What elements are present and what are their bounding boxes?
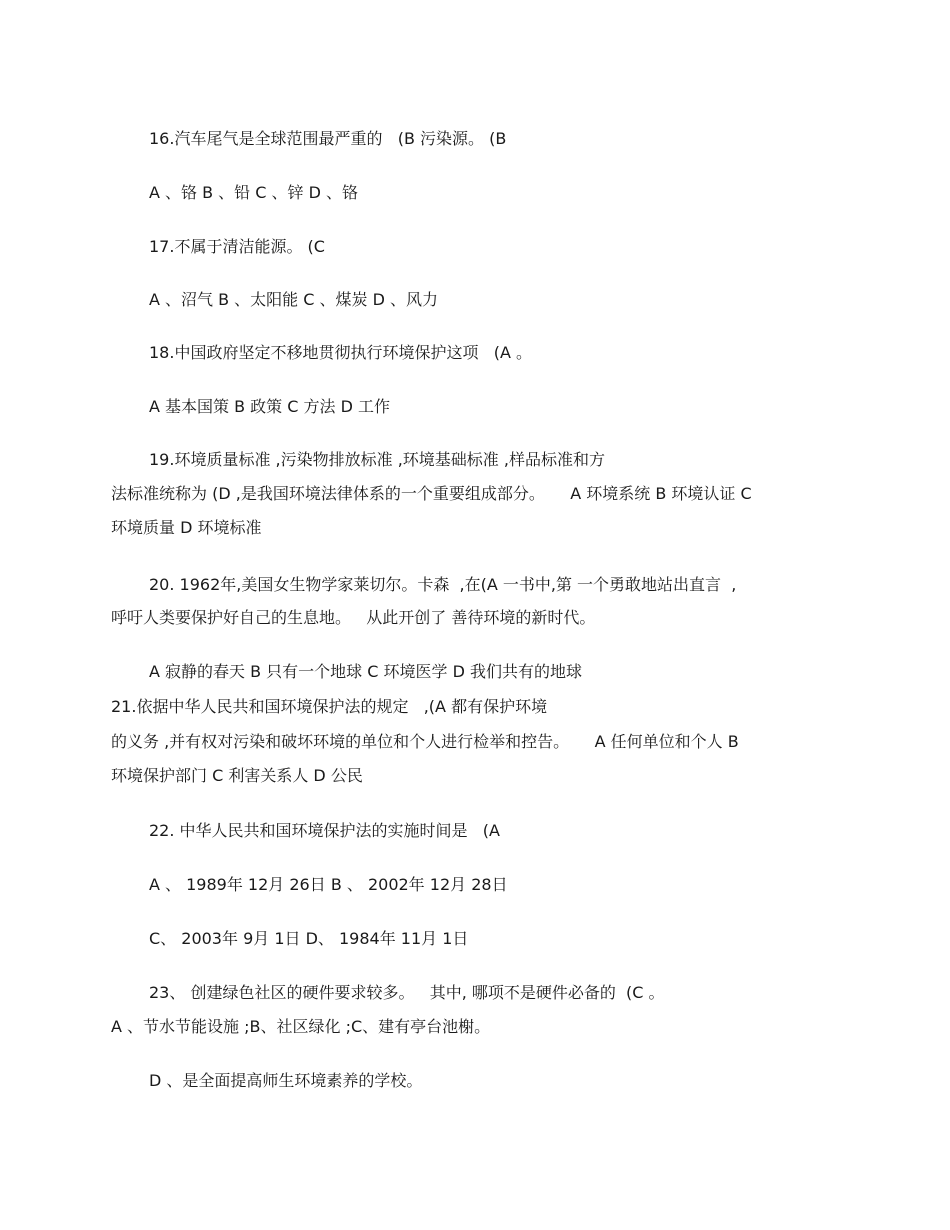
q22-options-line2: C、 2003年 9月 1日 D、 1984年 11月 1日 [149,929,469,948]
q20-question-line2: 呼吁人类要保护好自己的生息地。 从此开创了 善待环境的新时代。 [111,608,596,627]
q22-question: 22. 中华人民共和国环境保护法的实施时间是 (A [149,821,500,840]
q19-question-line3: 环境质量 D 环境标准 [111,518,262,537]
q18-options: A 基本国策 B 政策 C 方法 D 工作 [149,397,391,416]
q18-question: 18.中国政府坚定不移地贯彻执行环境保护这项 (A 。 [149,343,532,362]
q23-options-line2: D 、是全面提高师生环境素养的学校。 [149,1071,423,1090]
q19-question-line2: 法标准统称为 (D ,是我国环境法律体系的一个重要组成部分。 A 环境系统 B 环境认证 C [111,484,752,503]
q16-options: A 、铬 B 、铅 C 、锌 D 、铬 [149,183,359,202]
q20-question-line1: 20. 1962年,美国女生物学家莱切尔。卡森 ,在(A 一书中,第 一个勇敢地站出直言 , [149,575,737,594]
q21-question-line3: 环境保护部门 C 利害关系人 D 公民 [111,766,363,785]
q17-question: 17.不属于清洁能源。 (C [149,237,325,256]
q22-options-line1: A 、 1989年 12月 26日 B 、 2002年 12月 28日 [149,875,508,894]
q20-options: A 寂静的春天 B 只有一个地球 C 环境医学 D 我们共有的地球 [149,662,583,681]
q21-question-line2: 的义务 ,并有权对污染和破坏环境的单位和个人进行检举和控告。 A 任何单位和个人 B [111,732,739,751]
q21-question-line1: 21.依据中华人民共和国环境保护法的规定 ,(A 都有保护环境 [111,697,548,716]
q23-question: 23、 创建绿色社区的硬件要求较多。 其中, 哪项不是硬件必备的 (C 。 [149,983,665,1002]
q16-question: 16.汽车尾气是全球范围最严重的 (B 污染源。 (B [149,129,507,148]
q19-question-line1: 19.环境质量标准 ,污染物排放标准 ,环境基础标准 ,样品标准和方 [149,450,605,469]
q23-options-line1: A 、节水节能设施 ;B、社区绿化 ;C、建有亭台池榭。 [111,1017,491,1036]
q17-options: A 、沼气 B 、太阳能 C 、煤炭 D 、风力 [149,290,439,309]
